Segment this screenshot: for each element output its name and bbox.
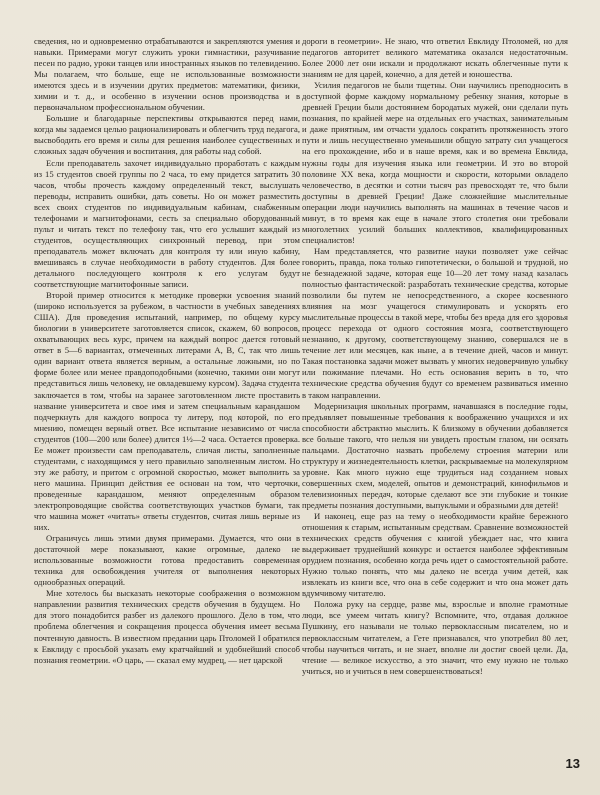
left-text-column: [34, 36, 300, 666]
paragraph: сведения, но и одновременно отрабатываются и закрепляются умения и навыки. Примерами могут служить уроки гимнастики, разучивание песен по радио, уроки танцев или иностранных языков по телевидению. Мы полагаем, что больше, еще не использованные возможности имеются здесь и в изучении других предметов: математики, физики, химии и т. д., и особенно в изучении основ производства и в первоначальном профессиональном обучении.: [34, 36, 300, 113]
paragraph: Модернизация школьных программ, начавшаяся в последние годы, предъявляет повышенные требования к воображению учащихся и их способности абстрактно мыслить. К близкому в обучении добавляется все больше такого, что нельзя ни увидеть простым глазом, ни осязать пальцами. Достаточно назвать пробелему строения материи или структуру и жизнедеятельность клетки, раскрываемые на молекулярном уровне. Как много нужно еще трудиться над созданием новых совершенных схем, моделей, опытов и демонстраций, кинофильмов и телевизионных передач, которые сделают все эти глубокие и тонкие предметы познания доступными, выпуклыми и образными для детей!: [302, 400, 568, 510]
paragraph: Если преподаватель захочет индивидуально проработать с каждым из 15 студентов своей группы по 2 часа, то ему придется затратить 30 часов, чтобы прочесть каждому определенный текст, выслушать переводы, исправить ошибки, дать советы. Но он может разместить всех своих студентов по индивидуальным кабинам, снабженным телефонами и магнитофонами, сесть за специально оборудованный пульт и читать текст по телефону так, что его услышит каждый из студентов, осуществляющих синхронный перевод, при этом преподаватель может включать для контроля ту или иную кабину, вмешиваясь в случае необходимости в работу студентов. Для более детального последующего контроля к его услугам будут соответствующие магнитофонные записи.: [34, 157, 300, 290]
paragraph: Усилия педагогов не были тщетны. Они научились преподносить в доступной форме каждому нормальному ребенку знания, которые в древней Греции были достоянием бородатых мужей, они сделали путь познания, по крайней мере на отдельных его участках, занимательным и даже приятным, им отчасти удалось сократить протяженность этого пути и лишь несущественно уменьшили общую затрату сил учащегося на его прохождение, ибо и в наше время, как и во времена Евклида, нужны годы для изучения языка или геометрии. И это во второй половине XX века, когда мощности и скорости, которыми овладело человечество, в десятки и сотни тысяч раз превосходят те, что были доступны в древней Греции! Даже сложнейшие мыслительные операции люди научились выполнять на машинах в течение часов и минут, в то время как еще в начале этого столетия они требовали многолетних усилий больших коллективов, квалифицированных специалистов!: [302, 80, 568, 245]
paragraph: Ограничусь лишь этими двумя примерами. Думается, что они в достаточной мере показывают, какие огромные, далеко не использованные возможности готова предоставить современная техника для освобождения учителя от выполнения некоторых однообразных операций.: [34, 533, 300, 588]
right-text-column: [302, 36, 568, 677]
paragraph: Мне хотелось бы высказать некоторые соображения о возможном направлении развития технических средств обучения в будущем. Но для этого понадобится разбег из далекого прошлого. Дело в том, что проблема облегчения и сокращения процесса обучения имеет весьма почтенную давность. В известном предании царь Птоломей I обратился к Евклиду с просьбой указать ему кратчайший и удобнейший способ познания геометрии. «О царь, — сказал ему мудрец, — нет царской: [34, 588, 300, 665]
paragraph: Второй пример относится к методике проверки усвоения знаний (широко используется за рубежом, в частности в учебных заведениях США). Для проведения испытаний, например, по общему курсу биологии в университете заготовляется список, скажем, 60 вопросов, охватывающих весь курс, причем на каждый вопрос дается готовый ответ в 5—6 вариантах, отмеченных литерами А, В, С, так что лишь один вариант ответа является верным, а остальные ложными, но по форме более или менее правдоподобными (конечно, такими они могут представиться лишь человеку, не овладевшему курсом). Задача студента заключается в том, чтобы на заранее заготовленном листе проставить название университета и свое имя и затем специальным карандашом подчеркнуть для каждого вопроса ту литеру, под которой, по его мнению, помещен верный ответ. Все испытание независимо от числа студентов (100—200 или более) длится 1½—2 часа. Остается проверка. Ее может произвести сам преподаватель, сличая листы, заполненные студентами, с находящимся у него правильно заполненным листом. Но эту же работу, и притом с огромной скоростью, может выполнить за него машина. Принцип действия ее основан на том, что черточки, проведенные карандашом, меняют определенным образом электропроводящие свойства соответствующих участков бумаги, так что машина может «читать» ответы студентов, считая лишь верные из них.: [34, 290, 300, 533]
paragraph: Положа руку на сердце, разве мы, взрослые и вполне грамотные люди, все умеем читать книгу? Вспомните, что, отдавая должное Пушкину, его называли не только первоклассным писателем, но и первоклассным читателем, а Гете признавался, что употребил 80 лет, чтобы научиться читать, и не знает, вполне ли достиг своей цели. Да, чтение — великое искусство, а это значит, что ему нужно не только учиться, но и учиться в нем совершенствоваться!: [302, 599, 568, 676]
paragraph: Нам представляется, что развитие науки позволяет уже сейчас говорить, правда, пока только гипотетически, о большой и трудной, но не безнадежной задаче, которая еще 10—20 лет тому назад казалась полностью фантастической: разработать технические средства, которые позволили бы путем не непосредственного, а скорее косвенного влияния на мозг учащегося стимулировать и ускорять его мыслительные процессы в такой мере, чтобы без вреда для его здоровья процесс перехода от одного состояния мозга, соответствующего незнанию, к другому, соответствующему знанию, совершался не в течение лет или месяцев, как ныне, а в течение дней, часов и минут. Такая постановка задачи может вызвать у многих недоверчивую улыбку или пожимание плечами. Но есть основания верить в то, что технические средства обучения будут со временем развиваться именно в таком направлении.: [302, 245, 568, 400]
paragraph: Большие и благодарные перспективы открываются перед нами, когда мы задаемся целью рационализировать и облегчить труд педагога, высвободить его время и силы для решения наиболее существенных и сложных задач обучения и воспитания, для работы над собой.: [34, 113, 300, 157]
paragraph: дороги в геометрии». Не знаю, что ответил Евклиду Птоломей, но для педагогов авторитет великого математика оказался недостаточным. Более 2000 лет они искали и продолжают искать облегченные пути к знаниям не для царей, конечно, а для детей и юношества.: [302, 36, 568, 80]
paragraph: И наконец, еще раз на тему о необходимости крайне бережного отношения к старым, испытанным средствам. Сравнение возможностей технических средств обучения с книгой убеждает нас, что книга выдерживает труднейший конкурс и остается наиболее эффективным орудием познания, особенно когда речь идет о самостоятельной работе. Нужно только понять, что мы далеко не всегда учим детей, как извлекать из книги все, что она в себе содержит и что она может дать вдумчивому читателю.: [302, 511, 568, 599]
page-number: 13: [565, 756, 580, 771]
